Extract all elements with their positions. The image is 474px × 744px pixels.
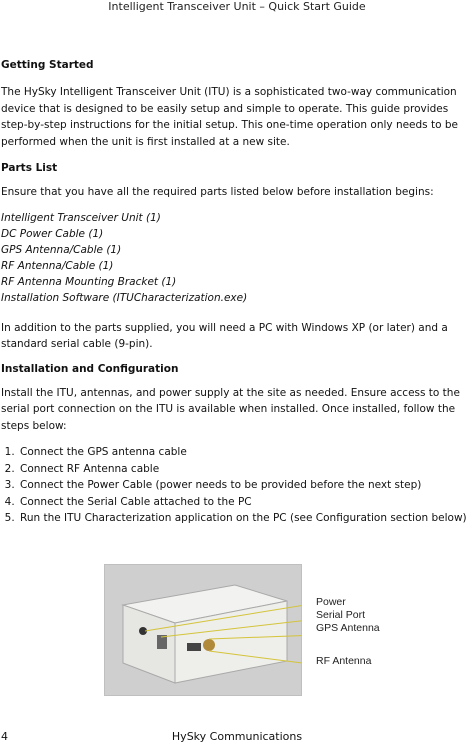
callout-rf-antenna: RF Antenna: [316, 655, 372, 667]
parts-list-item: Installation Software (ITUCharacterization.exe): [1, 291, 248, 304]
installation-heading: Installation and Configuration: [1, 362, 179, 375]
parts-list-outro: In addition to the parts supplied, you will need a PC with Windows XP (or later) and a standard serial cable (9-pin).: [1, 321, 448, 350]
installation-step: 5. Run the ITU Characterization application on the PC (see Configuration section below): [18, 510, 471, 527]
callout-power: Power: [316, 596, 346, 608]
parts-list: [1, 210, 471, 306]
parts-list-item: GPS Antenna/Cable (1): [1, 243, 122, 256]
figure-callouts: [316, 596, 436, 668]
callout-serial-port: Serial Port: [316, 609, 366, 621]
getting-started-paragraph: The HySky Intelligent Transceiver Unit (ITU) is a sophisticated two-way communication device that is designed to be easily setup and simple to operate. This guide provides step-by-step instructions for the initial setup. This one-time operation only needs to be performed when the unit is first installed at a new site.: [1, 86, 458, 148]
installation-steps: [1, 444, 471, 527]
installation-step: 4. Connect the Serial Cable attached to the PC: [18, 494, 471, 511]
getting-started-heading: Getting Started: [1, 59, 94, 71]
itu-device-photo: [104, 564, 302, 696]
footer-company: HySky Communications: [171, 730, 303, 743]
callout-gps-antenna: GPS Antenna: [316, 622, 380, 634]
installation-step: 2. Connect RF Antenna cable: [18, 461, 471, 478]
page-number: 4: [1, 730, 8, 743]
installation-intro: Install the ITU, antennas, and power supply at the site as needed. Ensure access to the serial port connection on the ITU is available when installed. Once installed, follow the steps below:: [1, 386, 460, 432]
parts-list-item: RF Antenna/Cable (1): [1, 259, 114, 272]
parts-list-item: RF Antenna Mounting Bracket (1): [1, 275, 177, 288]
document-body: [1, 58, 471, 527]
parts-list-item: DC Power Cable (1): [1, 227, 104, 240]
installation-step: 1. Connect the GPS antenna cable: [18, 444, 471, 461]
parts-list-heading: Parts List: [1, 162, 58, 174]
parts-list-item: Intelligent Transceiver Unit (1): [1, 211, 161, 224]
page-header: Intelligent Transceiver Unit – Quick Start Guide: [108, 0, 366, 13]
parts-list-intro: Ensure that you have all the required parts listed below before installation begins:: [1, 186, 434, 198]
installation-step: 3. Connect the Power Cable (power needs to be provided before the next step): [18, 477, 471, 494]
itu-device-illustration: [105, 565, 301, 695]
